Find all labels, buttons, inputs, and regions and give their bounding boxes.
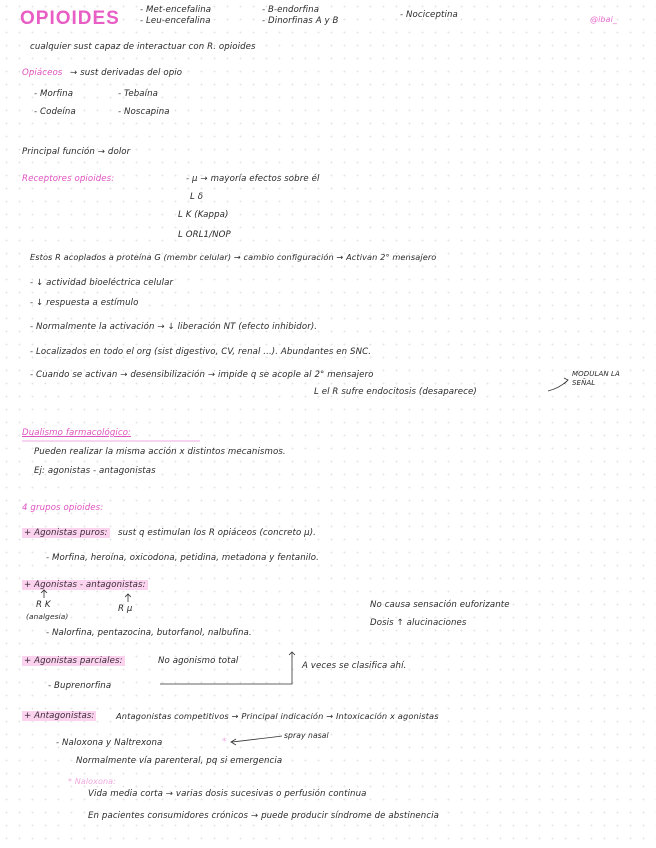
agonistas-antag-rk-sub: (analgesia) (26, 612, 69, 621)
agonistas-antag-note-2: Dosis ↑ alucinaciones (370, 618, 467, 628)
opiaceos-definition: → sust derivadas del opio (70, 68, 183, 78)
receptores-line-1: Estos R acoplados a proteína G (membr celular) → cambio configuración → Activan 2° mensajero (30, 252, 437, 262)
agonistas-parciales-side: A veces se clasifica ahí. (302, 661, 407, 671)
agonistas-antagonistas-label: + Agonistas - antagonistas: (24, 580, 146, 590)
modulan-arrow (548, 380, 568, 391)
rmu-arrow-icon (125, 594, 131, 602)
receptores-line-4: - Normalmente la activación → ↓ liberación NT (efecto inhibidor). (30, 322, 318, 332)
receptores-line-3: - ↓ respuesta a estímulo (30, 298, 139, 308)
receptores-line-2: - ↓ actividad bioeléctrica celular (30, 278, 174, 288)
author-handle: @ibai_ (590, 15, 618, 24)
opiaceo-morfina: - Morfina (34, 89, 74, 99)
endogenous-dinorfinas: - Dinorfinas A y B (262, 16, 339, 26)
endogenous-leu-enk: - Leu-encefalina (140, 16, 211, 26)
agonistas-antag-rk: R K (36, 600, 51, 610)
agonistas-antag-note-1: No causa sensación euforizante (370, 600, 510, 610)
agonistas-puros-label: + Agonistas puros: (24, 528, 108, 538)
receptores-label: Receptores opioides: (22, 174, 115, 184)
principal-funcion: Principal función → dolor (22, 147, 131, 157)
agonistas-antag-rmu: R μ (118, 604, 133, 614)
receptor-delta: L δ (190, 192, 204, 202)
agonistas-parciales-item: - Buprenorfina (48, 681, 112, 691)
receptor-orl: L ORL1/NOP (178, 230, 231, 240)
endogenous-met-enk: - Met-encefalina (140, 5, 212, 15)
endogenous-b-endorfina: - B-endorfina (262, 5, 320, 15)
antagonistas-label: + Antagonistas: (24, 711, 95, 721)
agonistas-parciales-def: No agonismo total (158, 656, 239, 666)
opiaceos-label: Opiáceos (22, 68, 63, 78)
receptores-line-7: L el R sufre endocitosis (desaparece) (314, 387, 477, 397)
dualismo-label: Dualismo farmacológico: (22, 428, 132, 438)
agonistas-puros-items: - Morfina, heroína, oxicodona, petidina, metadona y fentanilo. (46, 553, 319, 563)
receptores-side-note: MODULAN LA SEÑAL (572, 370, 620, 387)
receptor-mu: - μ → mayoría efectos sobre él (186, 174, 320, 184)
opiaceo-codeina: - Codeína (34, 107, 76, 117)
naloxona-label: * Naloxona: (68, 777, 116, 786)
endogenous-nociceptina: - Nociceptina (400, 10, 458, 20)
asterisk-icon: * (222, 737, 227, 747)
agonistas-parciales-label: + Agonistas parciales: (24, 656, 123, 666)
antagonistas-spray: spray nasal (284, 731, 329, 740)
page-title: OPIOIDES (20, 8, 120, 29)
agonistas-puros-def: sust q estimulan los R opiáceos (concreto μ). (118, 528, 317, 538)
rk-arrow-icon (41, 590, 47, 598)
receptores-line-6: - Cuando se activan → desensibilización → impide q se acople al 2° mensajero (30, 370, 374, 380)
opiaceo-noscapina: - Noscapina (118, 107, 170, 117)
dualismo-line-1: Pueden realizar la misma acción x distintos mecanismos. (34, 447, 286, 457)
naloxona-line-1: Vida media corta → varias dosis sucesivas o perfusión continua (88, 789, 367, 799)
dualismo-line-2: Ej: agonistas - antagonistas (34, 466, 156, 476)
naloxona-line-2: En pacientes consumidores crónicos → puede producir síndrome de abstinencia (88, 811, 439, 821)
opiaceo-tebaina: - Tebaína (118, 89, 159, 99)
antagonistas-item: - Naloxona y Naltrexona (56, 738, 163, 748)
agonistas-antag-items: - Nalorfina, pentazocina, butorfanol, nalbufina. (46, 628, 252, 638)
receptor-kappa: L K (Kappa) (178, 210, 229, 220)
antagonistas-def: Antagonistas competitivos → Principal indicación → Intoxicación x agonistas (116, 711, 439, 721)
grupos-label: 4 grupos opioides: (22, 503, 104, 513)
antagonistas-via: Normalmente vía parenteral, pq si emergencia (76, 756, 283, 766)
intro-definition: cualquier sust capaz de interactuar con R. opioides (30, 42, 256, 52)
spray-arrow-icon (232, 736, 282, 742)
receptores-line-5: - Localizados en todo el org (sist digestivo, CV, renal ...). Abundantes en SNC. (30, 347, 372, 357)
